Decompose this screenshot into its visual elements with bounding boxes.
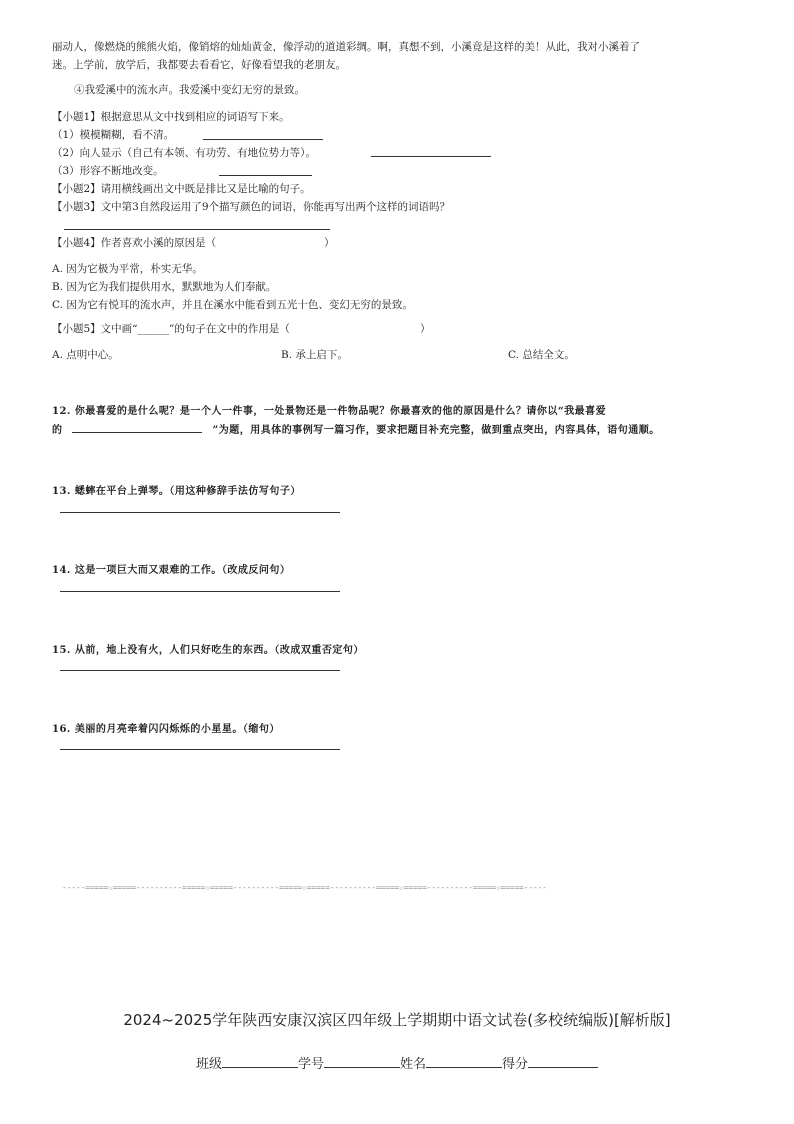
subquestion-1-c: （3）形容不断地改变。 [52, 165, 164, 177]
subquestion-2: 【小题2】请用横线画出文中既是排比又是比喻的句子。 [52, 183, 311, 195]
score-label: 得分 [502, 1057, 529, 1072]
answer-line[interactable] [60, 591, 340, 592]
question-16: 16. 美丽的月亮牵着闪闪烁烁的小星星。（缩句） [52, 724, 280, 735]
bracket-close: ） [420, 323, 431, 335]
name-field[interactable] [426, 1067, 502, 1068]
passage-line: 迷。上学前，放学后，我都要去看看它，好像看望我的老朋友。 [52, 59, 346, 71]
option-a: A. 因为它极为平常，朴实无华。 [52, 263, 203, 275]
question-15: 15. 从前，地上没有火，人们只好吃生的东西。（改成双重否定句） [52, 645, 364, 656]
class-label: 班级 [195, 1057, 222, 1072]
option-a: A. 点明中心。 [52, 349, 119, 361]
question-14: 14. 这是一项巨大而又艰难的工作。（改成反问句） [52, 565, 291, 576]
option-c: C. 总结全文。 [508, 349, 575, 361]
answer-blank[interactable] [64, 229, 330, 230]
answer-blank[interactable] [203, 139, 323, 140]
option-b: B. 承上启下。 [281, 349, 348, 361]
student-info-row [0, 1053, 794, 1072]
score-field[interactable] [528, 1067, 598, 1068]
option-c: C. 因为它有悦耳的流水声，并且在溪水中能看到五光十色、变幻无穷的景致。 [52, 299, 413, 311]
answer-line[interactable] [60, 670, 340, 671]
subquestion-4: 【小题4】作者喜欢小溪的原因是（ [52, 237, 217, 249]
passage-line: 丽动人，像燃烧的熊熊火焰，像销熔的灿灿黄金，像浮动的道道彩绸。啊，真想不到，小溪竟是这样的美！从此，我对小溪着了 [52, 41, 640, 53]
answer-blank[interactable] [371, 156, 491, 157]
answer-line[interactable] [60, 512, 340, 513]
bracket-close: ） [324, 237, 335, 249]
option-b: B. 因为它为我们提供用水，默默地为人们奉献。 [52, 281, 277, 293]
page-separator: -----=====☆=====----------=====☆=====----------=====☆=====----------=====☆=====----------=====☆=====----- [62, 883, 547, 892]
subquestion-3: 【小题3】文中第3自然段运用了9个描写颜色的词语，你能再写出两个这样的词语吗？ [52, 201, 451, 213]
subquestion-1-b: （2）向人显示（自己有本领、有功劳、有地位势力等）。 [52, 147, 316, 159]
subquestion-1-a: （1）模模糊糊，看不清。 [52, 129, 175, 141]
name-label: 姓名 [400, 1057, 427, 1072]
id-field[interactable] [324, 1067, 400, 1068]
question-13: 13. 蟋蟀在平台上弹琴。（用这种修辞手法仿写句子） [52, 486, 301, 497]
question-12-line2 [52, 421, 660, 436]
passage-line: ④我爱溪中的流水声。我爱溪中变幻无穷的景致。 [74, 84, 305, 96]
answer-line[interactable] [60, 749, 340, 750]
subquestion-1-title: 【小题1】根据意思从文中找到相应的词语写下来。 [52, 111, 290, 123]
id-label: 学号 [297, 1057, 324, 1072]
question-12: 12. 你最喜爱的是什么呢？是一个人一件事，一处景物还是一件物品呢？你最喜欢的他的原因是什么？请你以“我最喜爱 [52, 406, 607, 417]
title-blank[interactable] [72, 432, 202, 433]
answer-blank[interactable] [219, 175, 312, 176]
subquestion-5: 【小题5】文中画“______”的句子在文中的作用是（ [52, 323, 290, 335]
exam-title: 2024~2025学年陕西安康汉滨区四年级上学期期中语文试卷(多校统编版)[解析版] [123, 1011, 671, 1029]
question-12-prefix: 的 [52, 425, 63, 436]
question-12-suffix: ”为题，用具体的事例写一篇习作，要求把题目补充完整，做到重点突出，内容具体，语句通顺。 [212, 425, 660, 436]
class-field[interactable] [222, 1067, 298, 1068]
